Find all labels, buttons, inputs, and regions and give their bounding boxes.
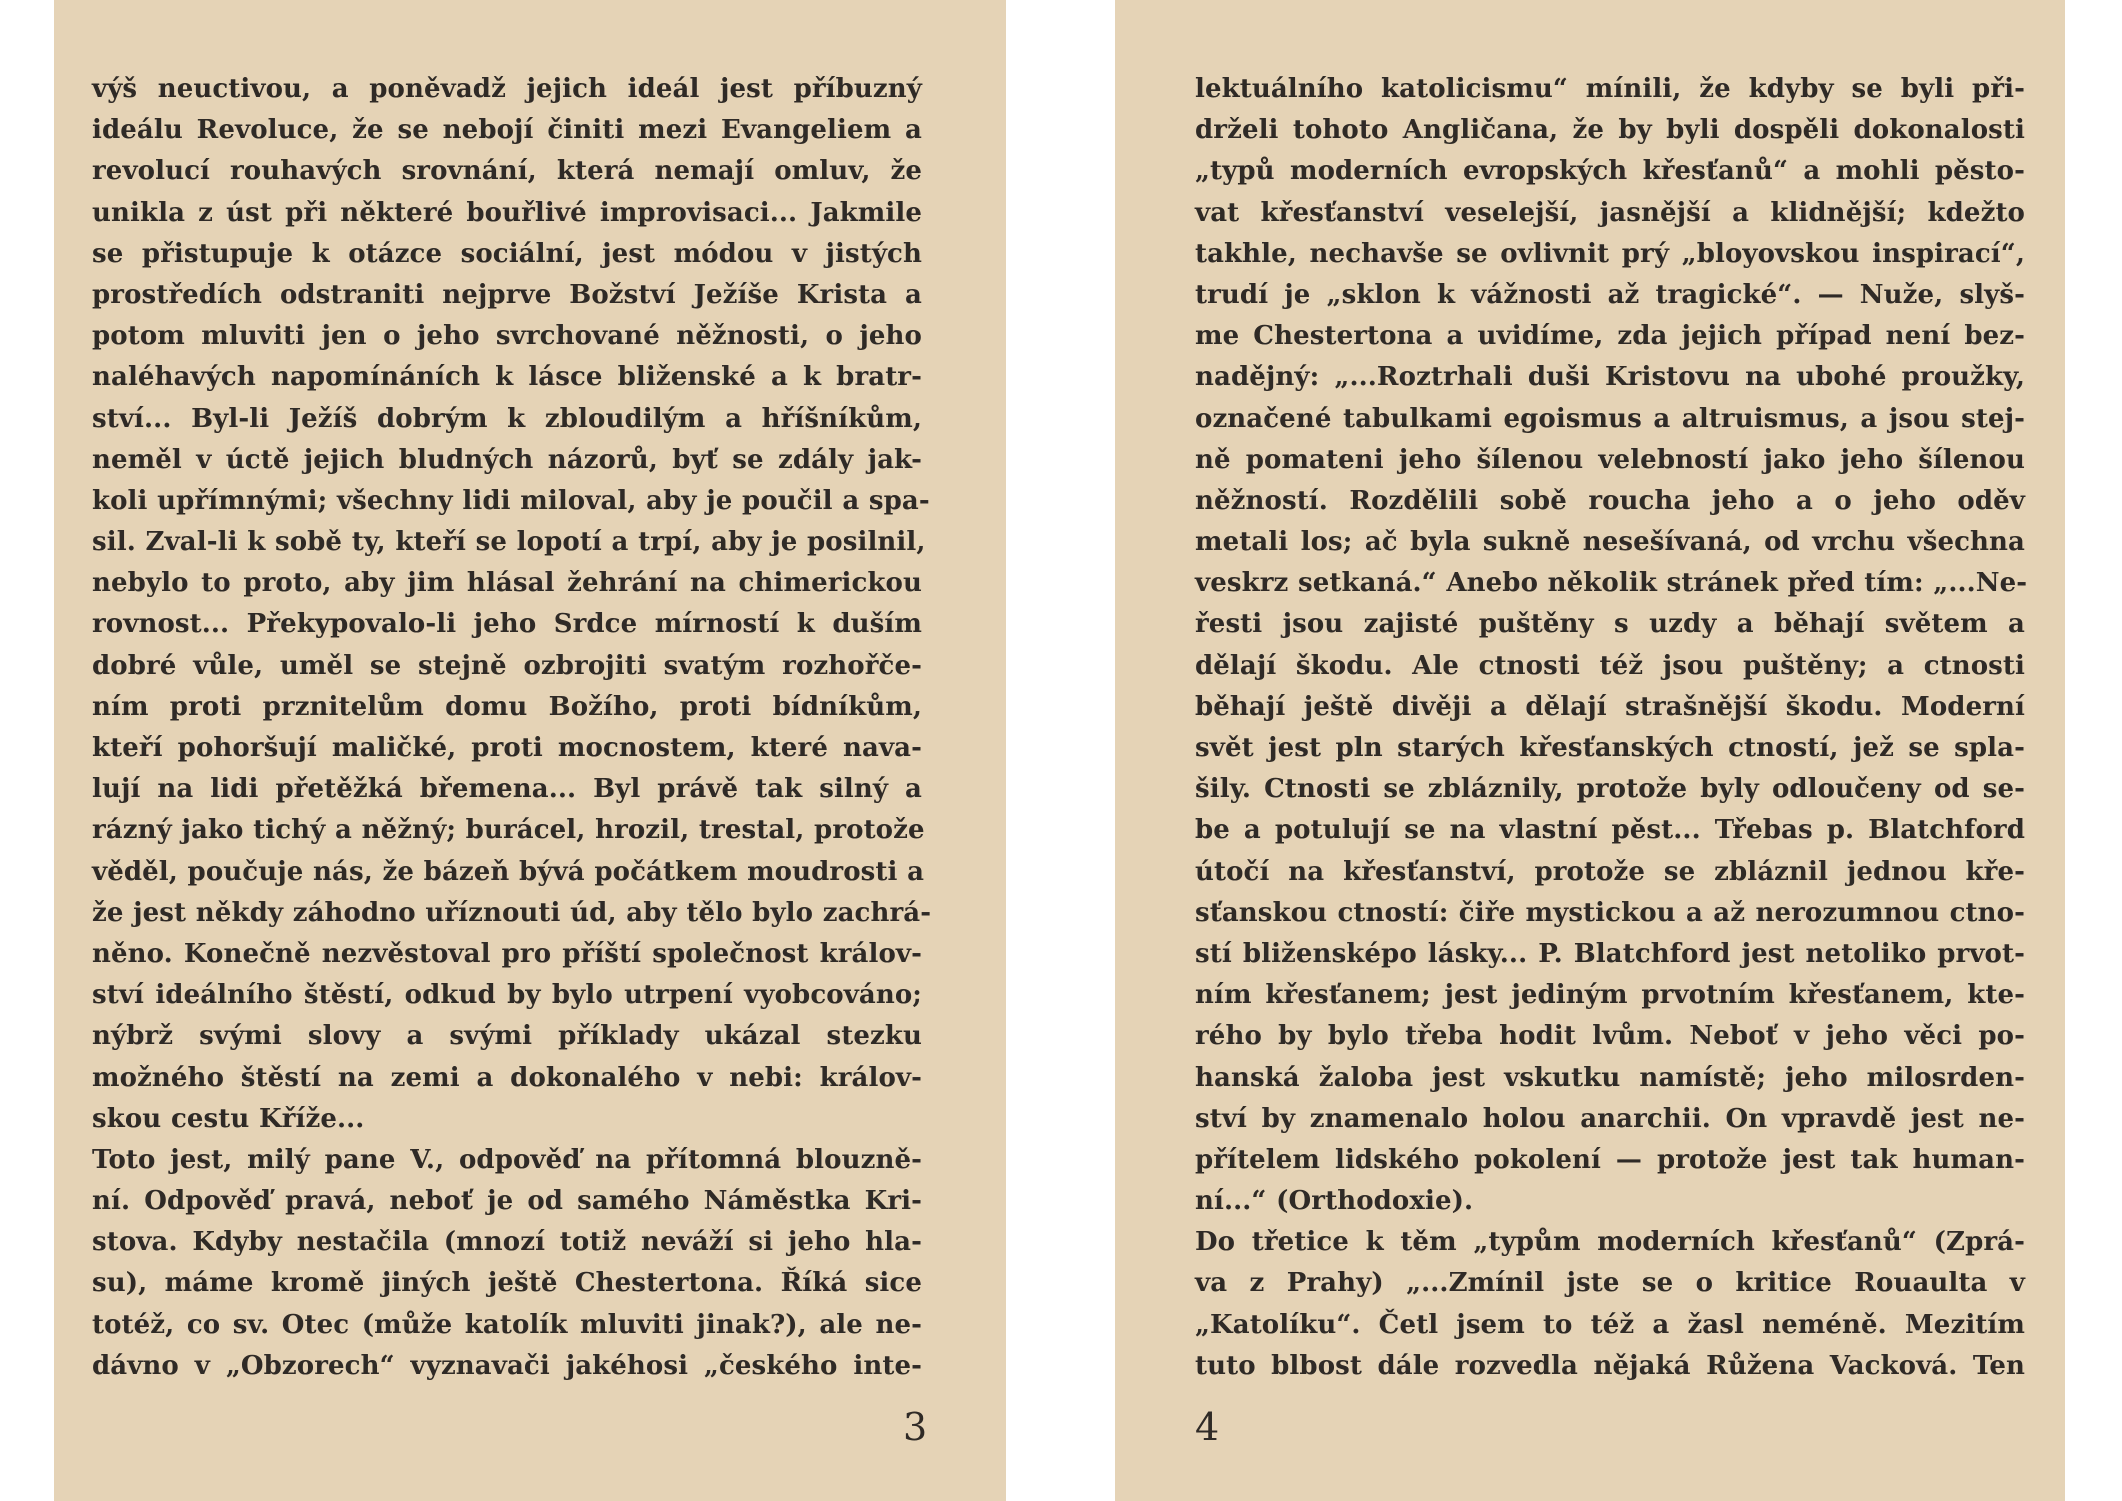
text-line: lektuálního katolicismu“ mínili, že kdyby se byli při-: [1195, 74, 2025, 104]
text-line: svět jest pln starých křesťanských ctností, jež se spla-: [1195, 733, 2025, 763]
text-line: dávno v „Obzorech“ vyznavači jakéhosi „českého inte-: [92, 1350, 922, 1381]
text-line: koli upřímnými; všechny lidi miloval, aby je poučil a spa-: [92, 485, 930, 516]
text-line: útočí na křesťanství, protože se zbláznil jednou kře-: [1195, 856, 2025, 887]
text-line: sil. Zval-li k sobě ty, kteří se lopotí a trpí, aby je posilnil,: [92, 527, 926, 558]
text-line: neměl v úctě jejich bludných názorů, byť se zdály jak-: [92, 444, 922, 475]
text-line: veskrz setkaná.“ Anebo několik stránek před tím: „...Ne-: [1195, 568, 2028, 599]
text-line: ství ideálního štěstí, odkud by bylo utrpení vyobcováno;: [92, 980, 922, 1011]
text-line: „typů moderních evropských křesťanů“ a mohli pěsto-: [1195, 156, 2025, 187]
text-line: kteří pohoršují maličké, proti mocnostem, které nava-: [92, 733, 922, 763]
text-line: vat křesťanství veselejší, jasnější a klidnější; kdežto: [1195, 197, 2025, 228]
text-line: šily. Ctnosti se zbláznily, protože byly odloučeny od se-: [1195, 774, 2025, 805]
text-line: dobré vůle, uměl se stejně ozbrojiti svatým rozhořče-: [92, 650, 922, 681]
text-line: něžností. Rozdělili sobě roucha jeho a o jeho oděv: [1195, 485, 2025, 516]
text-line: revolucí rouhavých srovnání, která nemají omluv, že: [92, 156, 922, 187]
page-gutter: [1006, 0, 1115, 1501]
text-line: be a potulují se na vlastní pěst... Třebas p. Blatchford: [1195, 815, 2025, 846]
text-line: su), máme kromě jiných ještě Chestertona. Říká sice: [92, 1268, 922, 1299]
text-line: něno. Konečně nezvěstoval pro příští společnost králov-: [92, 938, 922, 969]
text-line: ství by znamenalo holou anarchii. On vpravdě jest ne-: [1195, 1103, 2025, 1134]
text-line: výš neuctivou, a poněvadž jejich ideál jest příbuzný: [92, 74, 922, 104]
text-line: trudí je „sklon k vážnosti až tragické“. — Nuže, slyš-: [1195, 279, 2025, 310]
left-page-text: [92, 69, 932, 1387]
text-line: potom mluviti jen o jeho svrchované něžnosti, o jeho: [92, 321, 922, 352]
text-line: se přistupuje k otázce sociální, jest módou v jistých: [92, 238, 922, 269]
text-line: me Chestertona a uvidíme, zda jejich případ není bez-: [1195, 321, 2025, 352]
text-line: stí bližensképo lásky... P. Blatchford jest netoliko prvot-: [1195, 938, 2025, 969]
text-line: takhle, nechavše se ovlivnit prý „bloyovskou inspirací“,: [1195, 238, 2025, 269]
text-line: označené tabulkami egoismus a altruismus, a jsou stej-: [1195, 403, 2025, 434]
text-line: va z Prahy) „...Zmínil jste se o kritice Rouaulta v: [1195, 1268, 2025, 1299]
text-line: lují na lidi přetěžká břemena... Byl právě tak silný a: [92, 774, 922, 805]
text-line: ním křesťanem; jest jediným prvotním křesťanem, kte-: [1195, 980, 2025, 1011]
text-line: unikla z úst při některé bouřlivé improvisaci... Jakmile: [92, 197, 922, 228]
text-line: řesti jsou zajisté puštěny s uzdy a běhají světem a: [1195, 609, 2025, 640]
text-line: ství... Byl-li Ježíš dobrým k zbloudilým a hříšníkům,: [92, 403, 922, 434]
text-line: dělají škodu. Ale ctnosti též jsou puštěny; a ctnosti: [1195, 650, 2025, 681]
text-line: hanská žaloba jest vskutku namístě; jeho milosrden-: [1195, 1062, 2025, 1093]
text-line: „Katolíku“. Četl jsem to též a žasl neméně. Mezitím: [1195, 1309, 2025, 1340]
page-number: 3: [903, 1405, 928, 1449]
text-line: ní...“ (Orthodoxie).: [1195, 1186, 1474, 1217]
text-line: Do třetice k těm „typům moderních křesťanů“ (Zprá-: [1195, 1227, 2025, 1258]
text-line: přítelem lidského pokolení — protože jest tak human-: [1195, 1144, 2025, 1175]
text-line: totéž, co sv. Otec (může katolík mluviti jinak?), ale ne-: [92, 1309, 922, 1340]
text-line: Toto jest, milý pane V., odpověď na přítomná blouzně-: [92, 1144, 922, 1175]
text-line: metali los; ač byla sukně nesešívaná, od vrchu všechna: [1195, 527, 2025, 558]
text-line: skou cestu Kříže...: [92, 1103, 365, 1134]
right-page-text: [1195, 69, 2028, 1387]
text-line: ním proti prznitelům domu Božího, proti bídníkům,: [92, 691, 922, 722]
text-line: ně pomateni jeho šílenou velebností jako jeho šílenou: [1195, 444, 2025, 475]
text-line: nýbrž svými slovy a svými příklady ukázal stezku: [92, 1021, 922, 1052]
right-page: [1115, 0, 2065, 1501]
text-line: nadějný: „...Roztrhali duši Kristovu na ubohé proužky,: [1195, 362, 2025, 393]
text-line: běhají ještě divěji a dělají strašnější škodu. Moderní: [1195, 691, 2025, 722]
text-line: ideálu Revoluce, že se nebojí činiti mezi Evangeliem a: [92, 115, 922, 146]
text-line: sťanskou ctností: čiře mystickou a až nerozumnou ctno-: [1195, 897, 2025, 928]
text-line: rázný jako tichý a něžný; burácel, hrozil, trestal, protože: [92, 815, 925, 846]
text-line: rého by bylo třeba hodit lvům. Neboť v jeho věci po-: [1195, 1021, 2025, 1052]
text-line: naléhavých napomínáních k lásce bliženské a k bratr-: [92, 362, 922, 393]
text-line: že jest někdy záhodno uříznouti úd, aby tělo bylo zachrá-: [92, 897, 932, 928]
text-line: rovnost... Překypovalo-li jeho Srdce mírností k duším: [92, 609, 922, 640]
left-page: [54, 0, 1006, 1501]
text-line: možného štěstí na zemi a dokonalého v nebi: králov-: [92, 1062, 922, 1093]
text-line: drželi tohoto Angličana, že by byli dospěli dokonalosti: [1195, 115, 2025, 146]
text-line: věděl, poučuje nás, že bázeň bývá počátkem moudrosti a: [92, 856, 925, 887]
text-line: nebylo to proto, aby jim hlásal žehrání na chimerickou: [92, 568, 922, 599]
page-number: 4: [1195, 1405, 1220, 1449]
text-line: ní. Odpověď pravá, neboť je od samého Náměstka Kri-: [92, 1186, 922, 1217]
text-line: stova. Kdyby nestačila (mnozí totiž neváží si jeho hla-: [92, 1227, 922, 1258]
text-line: tuto blbost dále rozvedla nějaká Růžena Vacková. Ten: [1195, 1350, 2025, 1381]
text-line: prostředích odstraniti nejprve Božství Ježíše Krista a: [92, 279, 922, 310]
